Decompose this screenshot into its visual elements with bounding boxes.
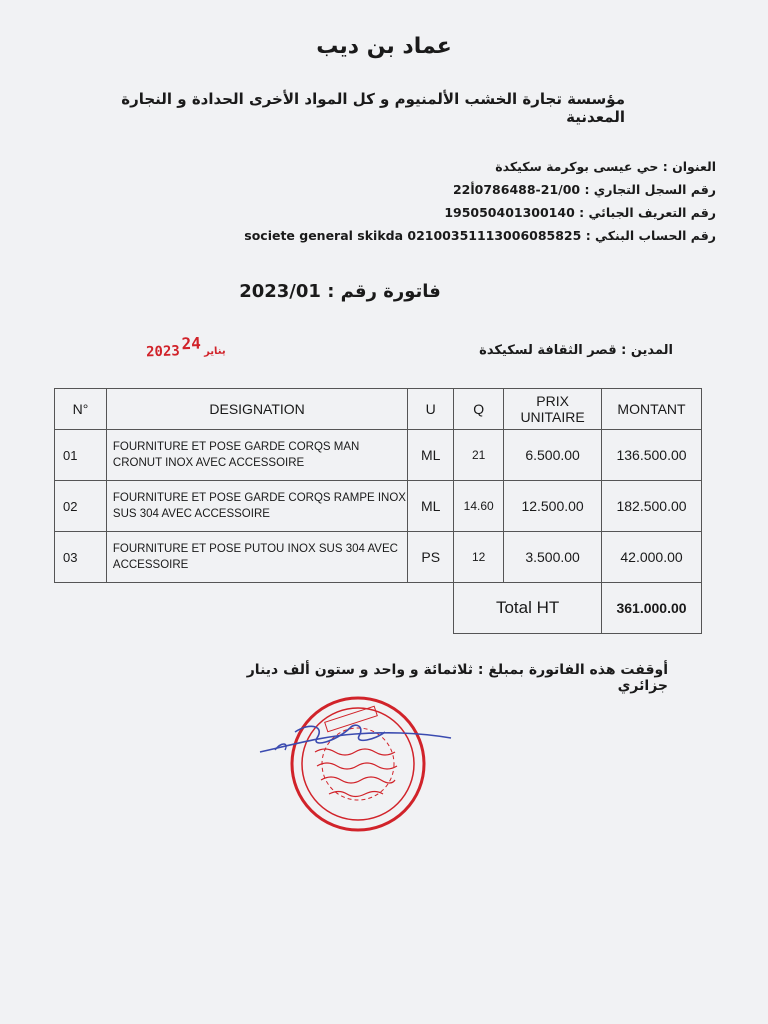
row-price: 6.500.00 <box>504 430 602 481</box>
items-table <box>54 388 702 634</box>
total-label: Total HT <box>454 583 602 634</box>
header-qty: Q <box>454 389 504 430</box>
row-unit: PS <box>408 532 454 583</box>
seal-scribble <box>317 763 397 769</box>
row-unit: ML <box>408 430 454 481</box>
total-spacer <box>55 583 454 634</box>
header-amount: MONTANT <box>602 389 702 430</box>
amount-in-words: أوقفت هذه الفاتورة بمبلغ : ثلاثمائة و واحد و ستون ألف دينار جزائري <box>246 662 668 694</box>
header-no: N° <box>55 389 107 430</box>
row-qty: 12 <box>454 532 504 583</box>
table-row <box>55 532 702 583</box>
row-price: 12.500.00 <box>504 481 602 532</box>
address-line: العنوان : حي عيسى بوكرمة سكيكدة <box>495 159 716 174</box>
total-value: 361.000.00 <box>602 583 702 634</box>
table-row <box>55 481 702 532</box>
invoice-title: فاتورة رقم : 2023/01 <box>239 281 441 302</box>
seal-scribble <box>315 749 395 755</box>
date-day: 24 <box>181 333 202 354</box>
client-name: المدين : قصر الثقافة لسكيكدة <box>479 343 673 358</box>
table-row <box>55 430 702 481</box>
row-amount: 42.000.00 <box>602 532 702 583</box>
row-designation: FOURNITURE ET POSE PUTOU INOX SUS 304 AVEC ACCESSOIRE <box>106 532 407 583</box>
row-designation: FOURNITURE ET POSE GARDE CORQS RAMPE INOX SUS 304 AVEC ACCESSOIRE <box>106 481 407 532</box>
date-month: يناير <box>203 345 226 358</box>
row-unit: ML <box>408 481 454 532</box>
row-qty: 21 <box>454 430 504 481</box>
total-row <box>55 583 702 634</box>
date-year: 2023 <box>145 343 181 361</box>
table-header-row <box>55 389 702 430</box>
date-stamp <box>145 333 229 361</box>
seal-outer-ring <box>292 698 424 830</box>
header-unit: U <box>408 389 454 430</box>
seal-stamp <box>292 698 424 830</box>
tax-id-line: رقم التعريف الجبائي : 195050401300140 <box>444 205 716 220</box>
row-no: 01 <box>55 430 107 481</box>
header-price: PRIX UNITAIRE <box>504 389 602 430</box>
company-info <box>236 155 716 247</box>
bank-account-line: رقم الحساب البنكي : societe general skikda 02100351113006085825 <box>244 228 716 243</box>
company-name: عماد بن ديب <box>316 34 452 59</box>
trade-register-line: رقم السجل التجاري : 21/00-0786488أ22 <box>452 182 716 197</box>
row-no: 02 <box>55 481 107 532</box>
header-designation: DESIGNATION <box>106 389 407 430</box>
row-price: 3.500.00 <box>504 532 602 583</box>
row-designation: FOURNITURE ET POSE GARDE CORQS MAN CRONUT INOX AVEC ACCESSOIRE <box>106 430 407 481</box>
company-activity: مؤسسة تجارة الخشب الألمنيوم و كل المواد الأخرى الحدادة و النجارة المعدنية <box>121 90 625 126</box>
row-amount: 136.500.00 <box>602 430 702 481</box>
row-no: 03 <box>55 532 107 583</box>
row-qty: 14.60 <box>454 481 504 532</box>
company-seal-icon <box>255 692 455 832</box>
seal-scribble <box>321 777 395 783</box>
row-amount: 182.500.00 <box>602 481 702 532</box>
